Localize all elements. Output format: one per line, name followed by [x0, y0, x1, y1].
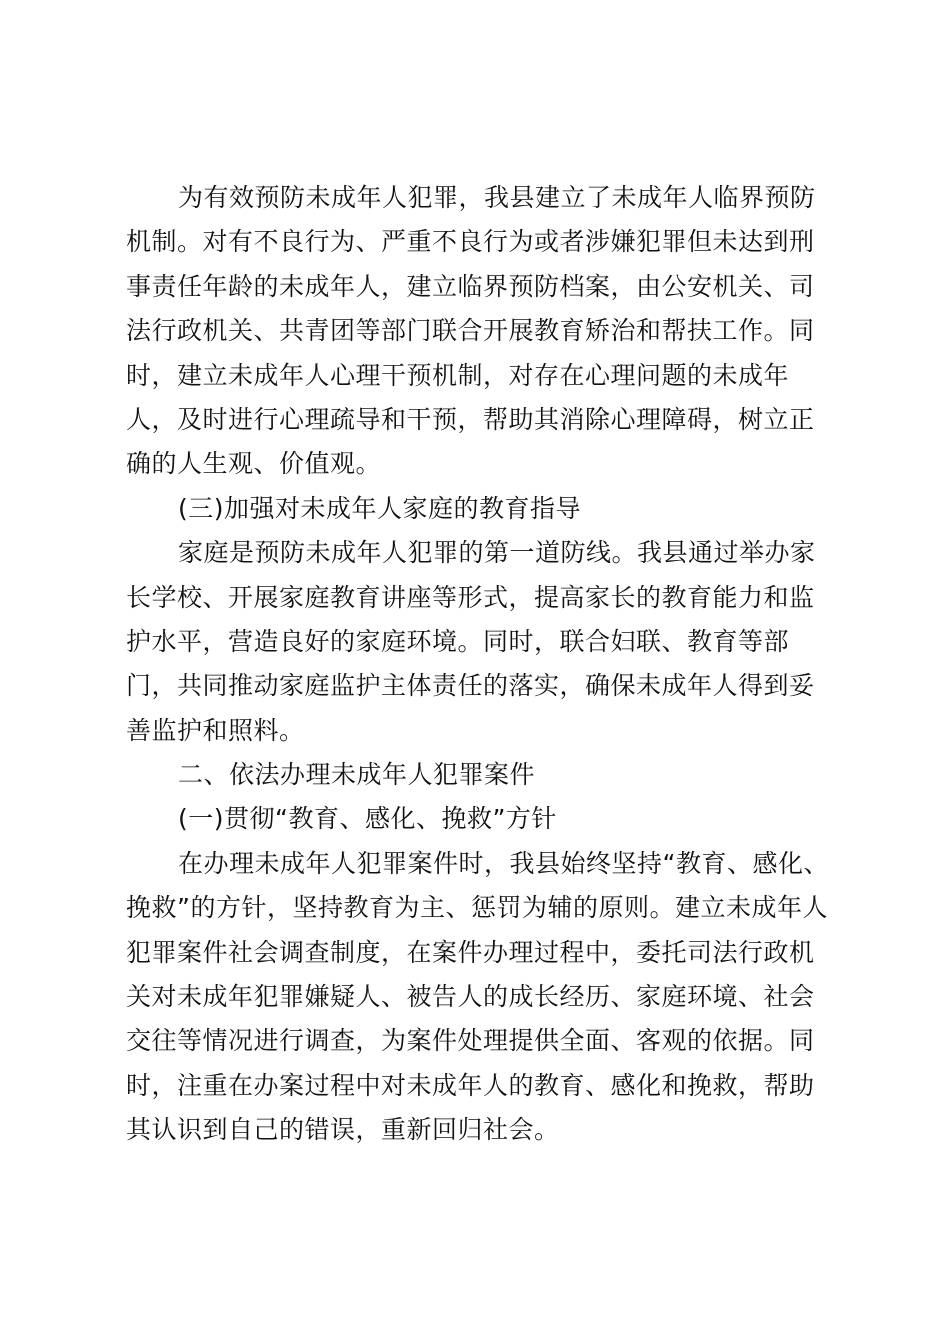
section-heading — [126, 753, 822, 797]
text-line: 确的人生观、价值观。 — [126, 449, 382, 479]
text-line: 时，建立未成年人心理干预机制，对存在心理问题的未成年 — [126, 360, 790, 390]
text-line: 为有效预防未成年人犯罪，我县建立了未成年人临界预防 — [178, 183, 816, 212]
section-heading — [126, 487, 822, 531]
text-line: 法行政机关、共青团等部门联合开展教育矫治和帮扶工作。同 — [126, 316, 815, 346]
body-paragraph — [126, 176, 822, 487]
document-body — [126, 176, 829, 1153]
text-line: 交往等情况进行调查，为案件处理提供全面、客观的依据。同 — [126, 1026, 815, 1056]
heading-text: 二、依法办理未成年人犯罪案件 — [178, 760, 536, 790]
heading-text: (三)加强对未成年人家庭的教育指导 — [178, 493, 582, 523]
heading-text: (一)贯彻“教育、感化、挽救”方针 — [178, 804, 557, 834]
text-line: 家庭是预防未成年人犯罪的第一道防线。我县通过举办家 — [178, 538, 816, 568]
text-line: 人，及时进行心理疏导和干预，帮助其消除心理障碍，树立正 — [126, 404, 815, 434]
body-paragraph — [126, 531, 822, 753]
text-line: 事责任年龄的未成年人，建立临界预防档案，由公安机关、司 — [126, 271, 815, 301]
text-line: 关对未成年犯罪嫌疑人、被告人的成长经历、家庭环境、社会 — [126, 982, 815, 1012]
text-line: 护水平，营造良好的家庭环境。同时，联合妇联、教育等部 — [126, 626, 790, 656]
body-paragraph — [126, 842, 829, 1153]
text-line: 门，共同推动家庭监护主体责任的落实，确保未成年人得到妥 — [126, 671, 815, 701]
text-line: 其认识到自己的错误，重新回归社会。 — [126, 1115, 560, 1145]
text-line: 在办理未成年人犯罪案件时，我县始终坚持“教育、感化、 — [178, 848, 829, 878]
text-line: 机制。对有不良行为、严重不良行为或者涉嫌犯罪但未达到刑 — [126, 227, 815, 257]
subsection-heading — [126, 797, 822, 841]
text-line: 善监护和照料。 — [126, 715, 305, 745]
text-line: 犯罪案件社会调查制度，在案件办理过程中，委托司法行政机 — [126, 937, 815, 967]
text-line: 挽救”的方针，坚持教育为主、惩罚为辅的原则。建立未成年人 — [126, 893, 828, 923]
text-line: 长学校、开展家庭教育讲座等形式，提高家长的教育能力和监 — [126, 582, 815, 612]
text-line: 时，注重在办案过程中对未成年人的教育、感化和挽救，帮助 — [126, 1070, 815, 1100]
